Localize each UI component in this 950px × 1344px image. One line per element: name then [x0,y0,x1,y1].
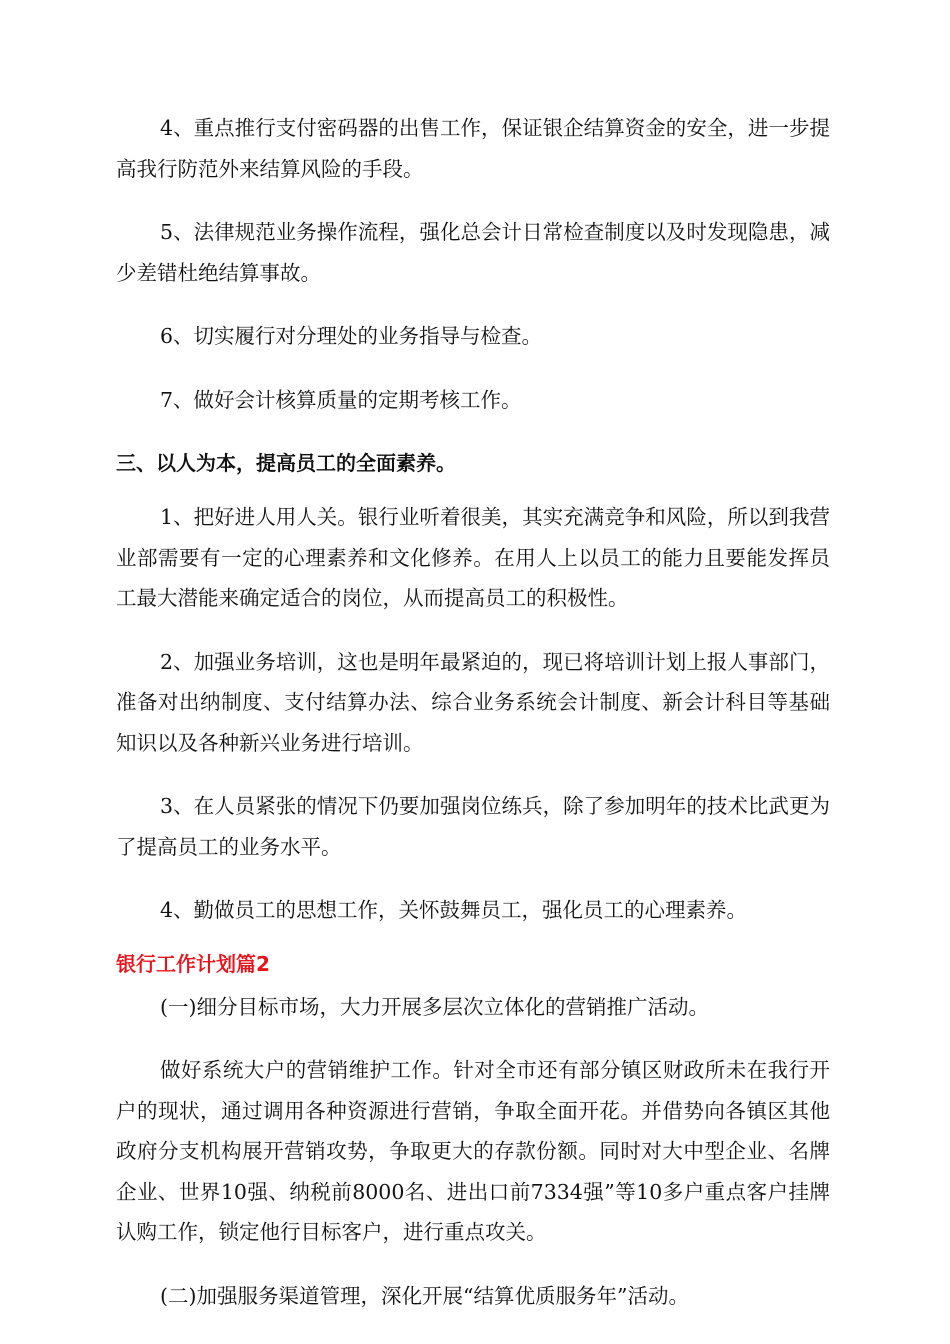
paragraph-section-one: (一)细分目标市场，大力开展多层次立体化的营销推广活动。 [160,994,709,1019]
paragraph-item-4: 4、重点推行支付密码器的出售工作，保证银企结算资金的安全，进一步提高我行防范外来结算风险的手段。 [116,116,830,181]
paragraph-item-5: 5、法律规范业务操作流程，强化总会计日常检查制度以及时发现隐患，减少差错杜绝结算事故。 [116,220,830,285]
paragraph-staff-2: 2、加强业务培训，这也是明年最紧迫的，现已将培训计划上报人事部门，准备对出纳制度、支付结算办法、综合业务系统会计制度、新会计科目等基础知识以及各种新兴业务进行培训。 [116,649,830,755]
document-body [116,108,830,1316]
paragraph-staff-4: 4、勤做员工的思想工作，关怀鼓舞员工，强化员工的心理素养。 [160,898,748,922]
paragraph-marketing: 做好系统大户的营销维护工作。针对全市还有部分镇区财政所未在我行开户的现状，通过调用各种资源进行营销，争取全面开花。并借势向各镇区其他政府分支机构展开营销攻势，争取更大的存款份额。同时对大中型企业、名牌企业、世界10强、纳税前8000名、进出口前7334强”等10多户重点客户挂牌认购工作，锁定他行目标客户，进行重点攻关。 [116,1058,830,1244]
paragraph-staff-1: 1、把好进人用人关。银行业听着很美，其实充满竞争和风险，所以到我营业部需要有一定的心理素养和文化修养。在用人上以员工的能力且要能发挥员工最大潜能来确定适合的岗位，从而提高员工的积极性。 [116,505,830,610]
paragraph-item-7: 7、做好会计核算质量的定期考核工作。 [160,387,522,412]
paragraph-section-two: (二)加强服务渠道管理，深化开展“结算优质服务年”活动。 [160,1283,689,1308]
section-three-heading: 三、以人为本，提高员工的全面素养。 [116,451,456,475]
article-two-title: 银行工作计划篇2 [116,951,270,976]
paragraph-item-6: 6、切实履行对分理处的业务指导与检查。 [160,324,543,348]
paragraph-staff-3: 3、在人员紧张的情况下仍要加强岗位练兵，除了参加明年的技术比武更为了提高员工的业务水平。 [116,794,830,859]
